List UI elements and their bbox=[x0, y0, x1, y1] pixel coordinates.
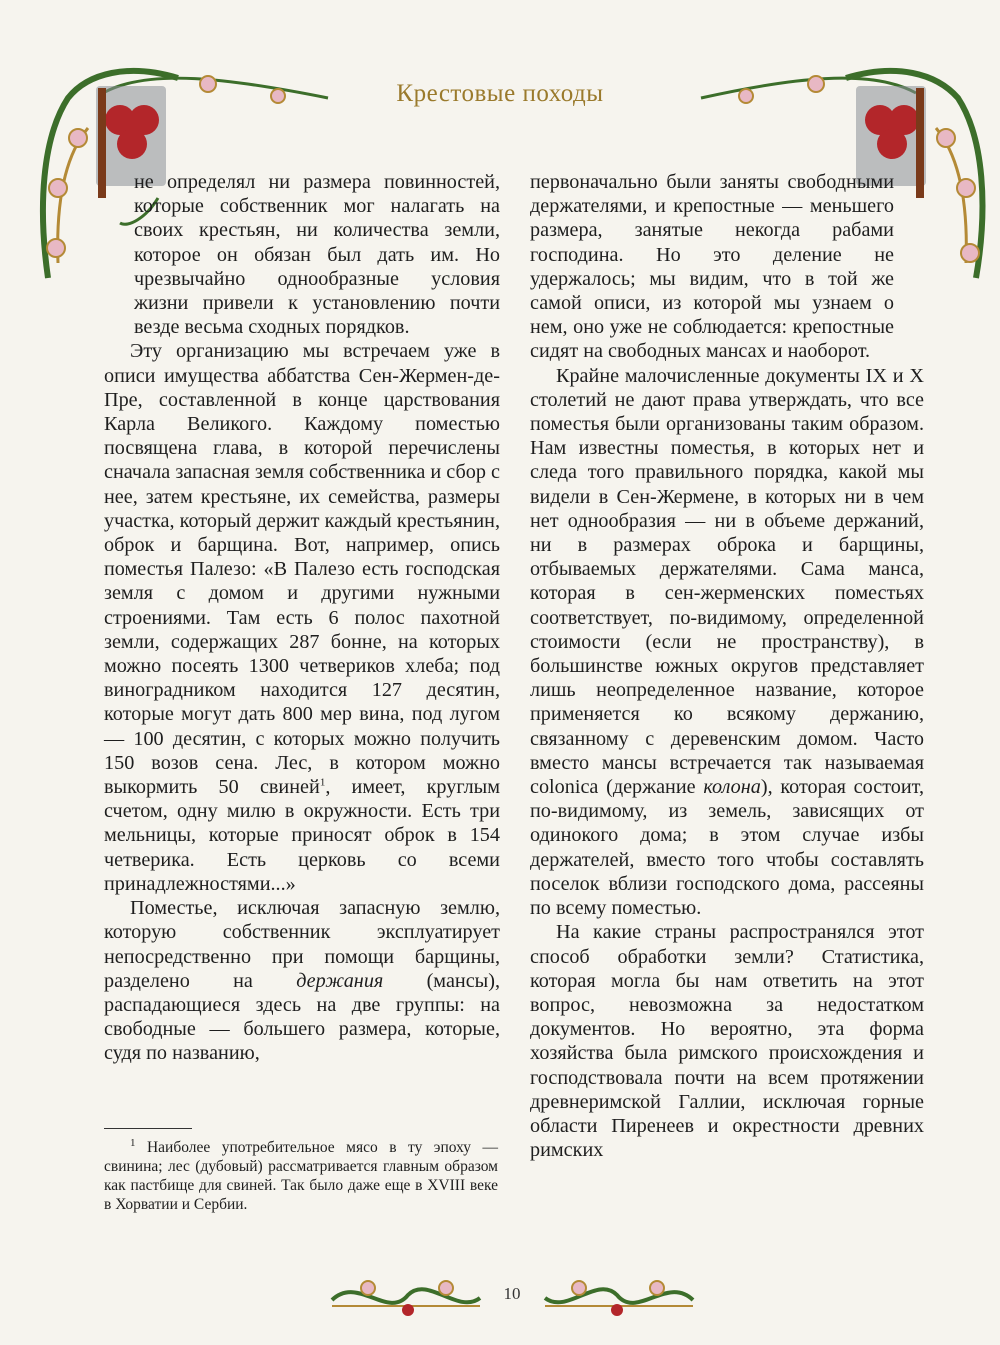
paragraph: первоначально были заняты свободными держателями, и крепостные — меньшего размера, занятые некогда рабами господина. Но это деление не удержалось; мы видим, что в той же самой описи, из которой мы узнаем о нем, оно уже не соблюдается: крепостные сидят на свободных мансах и наоборот. bbox=[530, 171, 894, 363]
footnote-text: Наиболее употребительное мясо в ту эпоху — свинина; лес (дубовый) рассматривается главным образом как пастбище для свиней. Так было даже еще в XVIII веке в Хорватии и Сербии. bbox=[104, 1139, 498, 1213]
paragraph-text: Поместье, исключая запасную землю, которую собственник эксплуатирует непосредственно при помощи барщины, разделено на bbox=[104, 897, 500, 992]
italic-term: колона bbox=[703, 776, 761, 799]
paragraph-text: Эту организацию мы встречаем уже в описи имущества аббатства Сен-Жермен-де-Пре, составленной в конце царствования Карла Великого. Каждому поместью посвящена глава, в которой перечислены сначала запасная земля собственника и сбор с нее, затем крестьяне, их семейства, размеры участка, который держит каждый крестьянин, оброк и барщина. Вот, например, опись поместья Палезо: «В Палезо есть господская земля с домом и другими нужными строениями. Там есть 6 полос пахотной земли, содержащих 287 бонне, на которых можно посеять 1300 четвериков хлеба; под виноградником находится 127 десятин, которые могут дать 800 мер вина, под лугом — 100 десятин, с которых можно получить 150 возов сена. Лес, в котором можно выкормить 50 свиней bbox=[104, 340, 500, 799]
italic-term: держания bbox=[296, 969, 384, 992]
running-title: Крестовые походы bbox=[396, 80, 604, 107]
paragraph bbox=[104, 896, 500, 1065]
footnote bbox=[104, 1138, 498, 1214]
paragraph: не определял ни размера повинностей, которые собственник мог налагать на своих крестьян, ни количества земли, которое он обязан был дать им. Но чрезвычайно однообразные условия жизни привели к установлению почти везде весьма сходных порядков. bbox=[134, 171, 500, 339]
footer-ornament-left bbox=[328, 1270, 484, 1324]
paragraph bbox=[104, 339, 500, 896]
paragraph-text: ), которая состоит, по-видимому, из земель, зависящих от одинокого дома; в этом случае избы держателей, вместо того чтобы составлять поселок вблизи господского дома, рассеяны по всему поместью. bbox=[530, 776, 924, 920]
right-text-column bbox=[530, 170, 924, 1162]
paragraph: На какие страны распространялся этот способ обработки земли? Статистика, которая могла бы нам ответить на этот вопрос, невозможна за недостатком документов. Но вероятно, эта форма хозяйства была римского происхождения и господствовала почти на всем протяжении древнеримской Галлии, исключая горные области Пиренеев и окрестности древних римских bbox=[530, 921, 924, 1162]
paragraph bbox=[530, 364, 924, 921]
footnote-reference: 1 bbox=[319, 776, 326, 789]
left-text-column bbox=[104, 170, 500, 1066]
paragraph-text: Крайне малочисленные документы IX и X столетий не дают права утверждать, что все поместья были организованы таким образом. Нам известны поместья, в которых нет и следа того правильного порядка, какой мы видели в Сен-Жермене, в которых ни в чем нет однообразия — ни в объеме держаний, ни в размерах оброка и барщины, отбываемых держателями. Сама манса, которая в сен-жерменских поместьях соответствует, по-видимому, определенной стоимости (если не пространству), в большинстве южных округов представляет лишь неопределенное название, которое применяется ко всякому держанию, связанному с деревенским домом. Часто вместо мансы встречается так называемая colonica (держание bbox=[530, 364, 924, 799]
page-number: 10 bbox=[503, 1284, 521, 1303]
footnote-divider bbox=[104, 1128, 192, 1129]
footnote-mark: 1 bbox=[130, 1136, 136, 1149]
footer-ornament-right bbox=[541, 1270, 697, 1324]
paragraph-text: (мансы), распадающиеся здесь на две группы: на свободные — большего размера, которые, судя по названию, bbox=[104, 969, 501, 1065]
paragraph-text: , имеет, круглым счетом, одну милю в окружности. Есть три мельницы, которые приносят оброк в 154 четверика. Есть церковь со всеми принадлежностями...» bbox=[104, 776, 500, 895]
